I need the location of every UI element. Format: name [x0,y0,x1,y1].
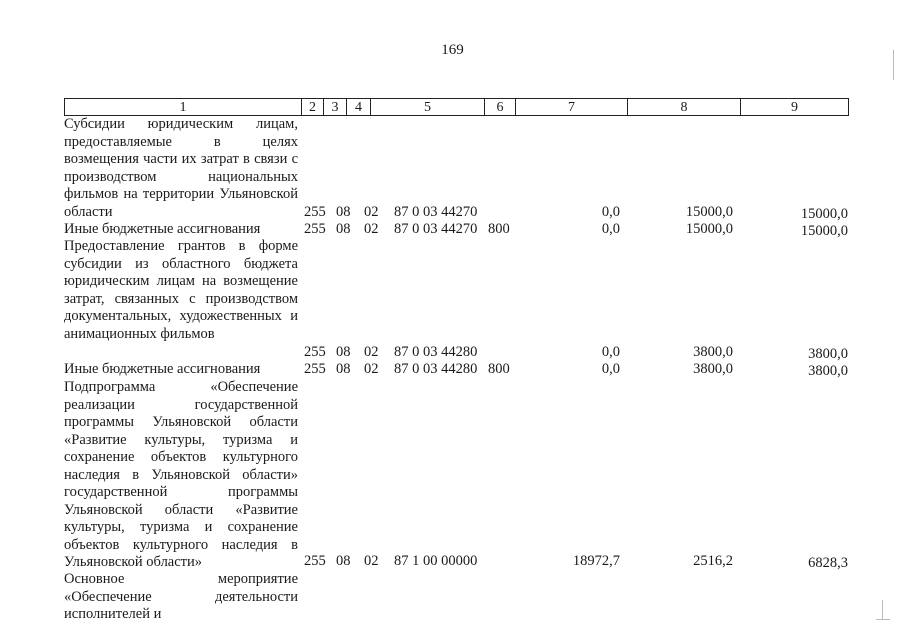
cell-value-8: 15000,0 [685,221,733,237]
cell-target-article: 87 0 03 44270 [394,204,478,220]
cell-admin-code: 255 [304,553,326,569]
cell-expense-type: 800 [488,361,510,377]
cell-value-7: 18972,7 [572,553,620,569]
cell-value-8: 3800,0 [693,344,733,360]
header-col-4: 4 [347,99,371,115]
row-description: Иные бюджетные ассигнования [64,221,261,237]
cell-value-9: 6828,3 [808,555,848,571]
cell-subsection: 02 [364,344,379,360]
scan-artifact [893,50,894,80]
header-col-6: 6 [485,99,516,115]
cell-expense-type: 800 [488,221,510,237]
cell-section: 08 [336,361,351,377]
cell-subsection: 02 [364,553,379,569]
cell-value-9: 3800,0 [808,363,848,379]
cell-value-9: 15000,0 [800,223,848,239]
cell-section: 08 [336,344,351,360]
cell-section: 08 [336,221,351,237]
header-col-5: 5 [371,99,485,115]
cell-value-8: 15000,0 [685,204,733,220]
row-description: Подпрограмма «Обеспечение реализации государственной программы Ульяновской области «Развитие культуры, туризма и сохранение объектов культурного наследия в Ульяновской области» государственной программы Ульяновской области «Развитие культуры, туризма и сохранение объектов культурного наследия в Ульяновской области» [64,379,298,570]
cell-value-7: 0,0 [601,361,620,377]
cell-value-8: 3800,0 [693,361,733,377]
row-description: Основное мероприятие «Обеспечение деятельности исполнителей и [64,571,298,622]
header-col-8: 8 [628,99,741,115]
cell-admin-code: 255 [304,361,326,377]
header-col-7: 7 [516,99,628,115]
header-col-9: 9 [791,100,798,115]
cell-target-article: 87 1 00 00000 [394,553,478,569]
header-col-2: 2 [302,99,324,115]
cell-subsection: 02 [364,204,379,220]
row-description: Иные бюджетные ассигнования [64,361,261,377]
table-header [64,98,849,116]
cell-admin-code: 255 [304,221,326,237]
cell-admin-code: 255 [304,204,326,220]
cell-value-9: 15000,0 [800,206,848,222]
cell-section: 08 [336,553,351,569]
page-number: 169 [441,42,464,58]
header-col-3: 3 [324,99,347,115]
cell-target-article: 87 0 03 44280 [394,344,478,360]
cell-value-7: 0,0 [601,204,620,220]
scan-artifact [882,600,883,620]
header-col-1: 1 [65,99,302,115]
row-description: Предоставление грантов в форме субсидии из областного бюджета юридическим лицам на возмещение затрат, связанных с производством документальных, художественных и анимационных фильмов [64,238,298,342]
scan-artifact [876,619,890,620]
cell-value-7: 0,0 [601,344,620,360]
cell-section: 08 [336,204,351,220]
cell-value-8: 2516,2 [693,553,733,569]
cell-target-article: 87 0 03 44270 [394,221,478,237]
cell-subsection: 02 [364,221,379,237]
cell-subsection: 02 [364,361,379,377]
cell-value-9: 3800,0 [808,346,848,362]
cell-target-article: 87 0 03 44280 [394,361,478,377]
row-description: Субсидии юридическим лицам, предоставляемые в целях возмещения части их затрат в связи с производством национальных фильмов на территории Ульяновской области [64,116,298,220]
cell-value-7: 0,0 [601,221,620,237]
cell-admin-code: 255 [304,344,326,360]
